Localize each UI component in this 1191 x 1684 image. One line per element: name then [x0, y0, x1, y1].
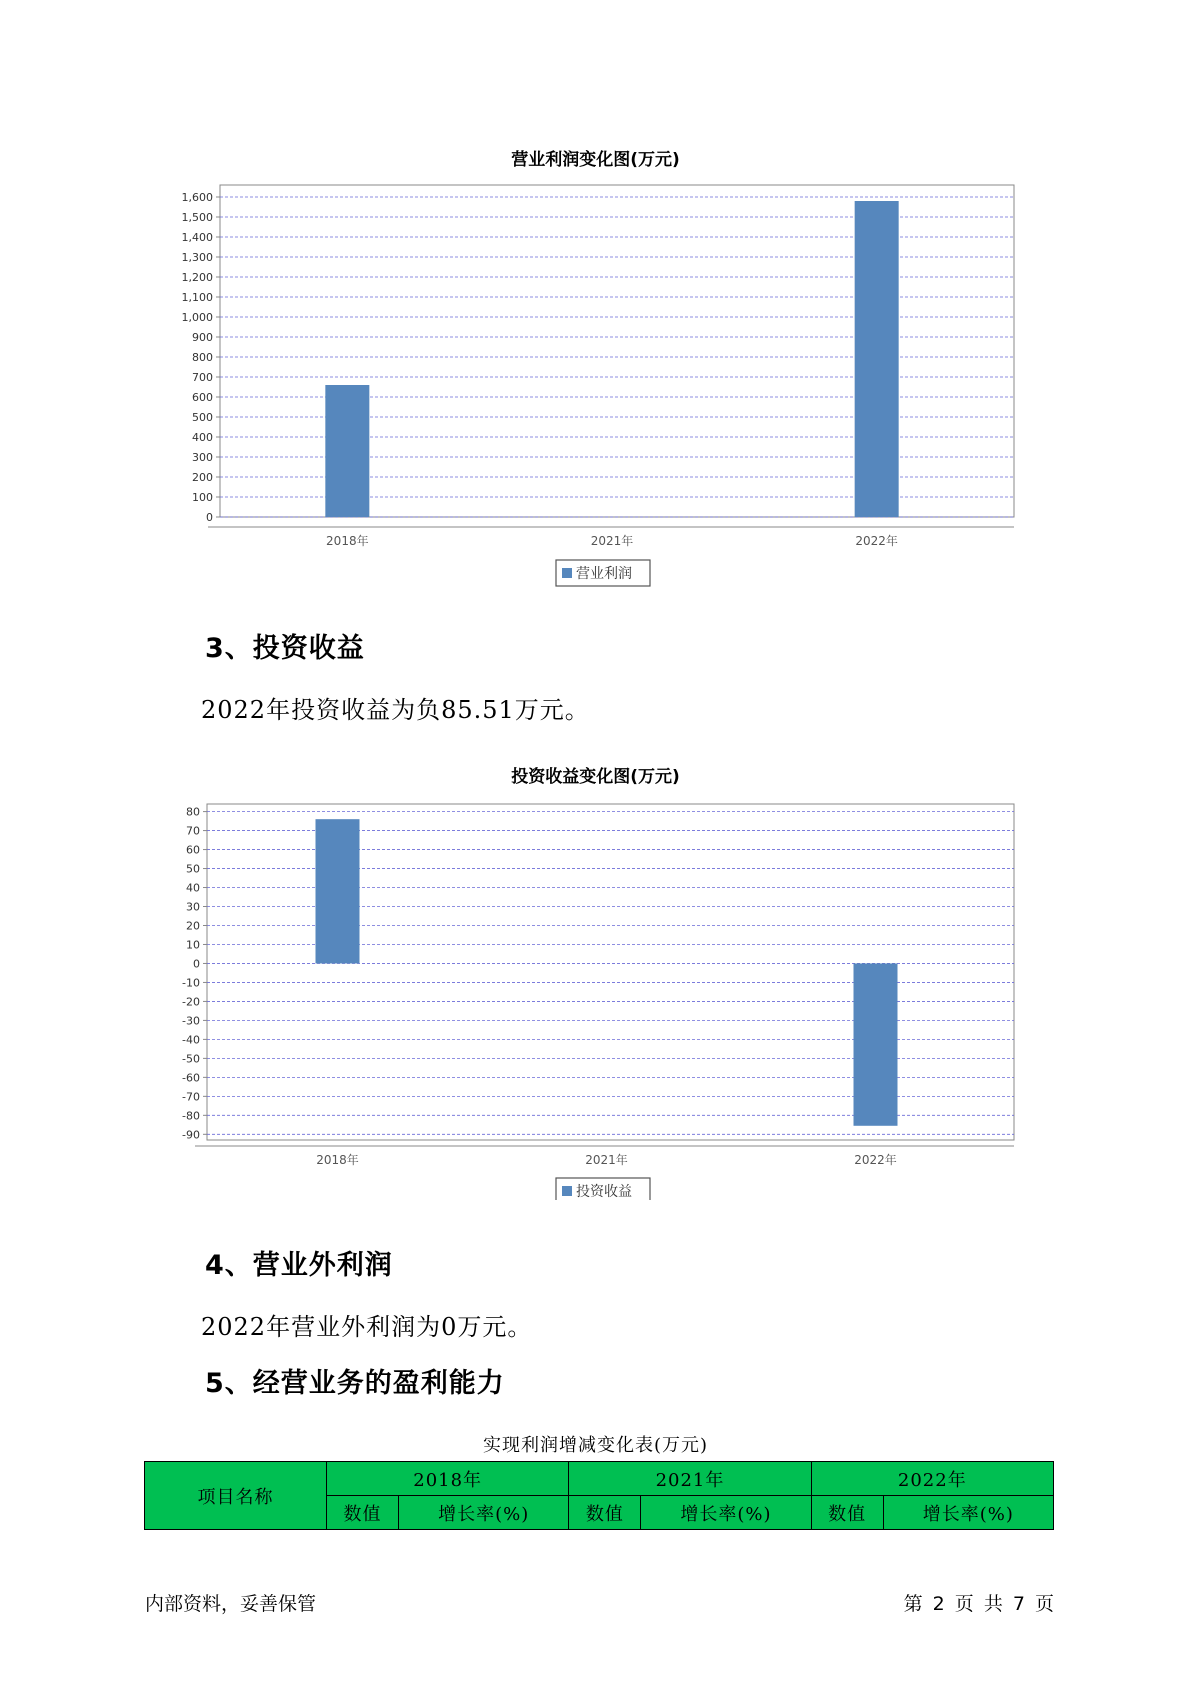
bar-2018 — [325, 385, 369, 517]
y-tick-label: 1,600 — [181, 191, 213, 204]
bar-2018 — [316, 819, 360, 963]
x-category-label: 2021年 — [590, 534, 634, 548]
section-3-heading: 3、投资收益 — [205, 633, 365, 664]
y-tick-label: 80 — [186, 805, 200, 819]
item-name-header: 项目名称 — [145, 1462, 327, 1530]
chart2-title: 投资收益变化图(万元) — [511, 767, 680, 787]
y-tick-label: 600 — [192, 391, 213, 404]
profit-change-table — [144, 1461, 1054, 1530]
y-tick-label: 10 — [186, 938, 200, 952]
x-category-label: 2018年 — [316, 1153, 359, 1167]
y-tick-label: 900 — [192, 331, 213, 344]
y-tick-label: 1,400 — [181, 231, 213, 244]
table-caption: 实现利润增减变化表(万元) — [482, 1435, 709, 1456]
y-tick-label: 100 — [192, 491, 213, 504]
y-tick-label: -50 — [182, 1052, 200, 1066]
value-header: 数值 — [569, 1496, 641, 1530]
legend-label: 投资收益 — [576, 1184, 632, 1200]
value-header: 数值 — [327, 1496, 399, 1530]
y-tick-label: 60 — [186, 843, 200, 857]
operating-profit-chart — [0, 170, 1191, 610]
y-tick-label: 500 — [192, 411, 213, 424]
y-tick-label: 0 — [193, 957, 200, 971]
y-tick-label: 50 — [186, 862, 200, 876]
y-tick-label: 1,100 — [181, 291, 213, 304]
x-category-label: 2022年 — [854, 1153, 897, 1167]
y-tick-label: 200 — [192, 471, 213, 484]
year-header-2022: 2022年 — [811, 1462, 1053, 1496]
footer-page-number: 第 2 页 共 7 页 — [903, 1593, 1054, 1615]
y-tick-label: 20 — [186, 919, 200, 933]
y-tick-label: 1,200 — [181, 271, 213, 284]
y-tick-label: 40 — [186, 881, 200, 895]
legend-swatch — [562, 1186, 572, 1196]
investment-income-chart — [0, 790, 1191, 1200]
y-tick-label: 1,300 — [181, 251, 213, 264]
year-header-2018: 2018年 — [327, 1462, 569, 1496]
y-tick-label: 70 — [186, 824, 200, 838]
y-tick-label: 400 — [192, 431, 213, 444]
y-tick-label: 300 — [192, 451, 213, 464]
bar-2022 — [854, 963, 898, 1125]
x-category-label: 2018年 — [326, 534, 369, 548]
growth-header: 增长率(%) — [641, 1496, 811, 1530]
y-tick-label: 1,000 — [181, 311, 213, 324]
y-tick-label: -60 — [182, 1071, 200, 1085]
y-tick-label: 0 — [206, 511, 213, 524]
legend-label: 营业利润 — [576, 566, 632, 582]
growth-header: 增长率(%) — [883, 1496, 1053, 1530]
y-tick-label: 700 — [192, 371, 213, 384]
bar-2022 — [855, 201, 899, 517]
legend-swatch — [562, 568, 572, 578]
chart1-title: 营业利润变化图(万元) — [511, 150, 680, 170]
y-tick-label: 30 — [186, 900, 200, 914]
x-category-label: 2022年 — [855, 534, 898, 548]
y-tick-label: 800 — [192, 351, 213, 364]
section-4-text: 2022年营业外利润为0万元。 — [201, 1313, 533, 1341]
value-header: 数值 — [811, 1496, 883, 1530]
section-4-heading: 4、营业外利润 — [205, 1250, 393, 1281]
y-tick-label: -10 — [182, 976, 200, 990]
y-tick-label: -40 — [182, 1033, 200, 1047]
growth-header: 增长率(%) — [399, 1496, 569, 1530]
y-tick-label: 1,500 — [181, 211, 213, 224]
x-category-label: 2021年 — [585, 1153, 628, 1167]
y-tick-label: -70 — [182, 1090, 200, 1104]
section-5-heading: 5、经营业务的盈利能力 — [205, 1368, 505, 1399]
y-tick-label: -90 — [182, 1128, 200, 1142]
year-header-2021: 2021年 — [569, 1462, 811, 1496]
footer-confidential: 内部资料，妥善保管 — [145, 1593, 317, 1615]
y-tick-label: -20 — [182, 995, 200, 1009]
y-tick-label: -30 — [182, 1014, 200, 1028]
section-3-text: 2022年投资收益为负85.51万元。 — [201, 696, 590, 724]
y-tick-label: -80 — [182, 1109, 200, 1123]
